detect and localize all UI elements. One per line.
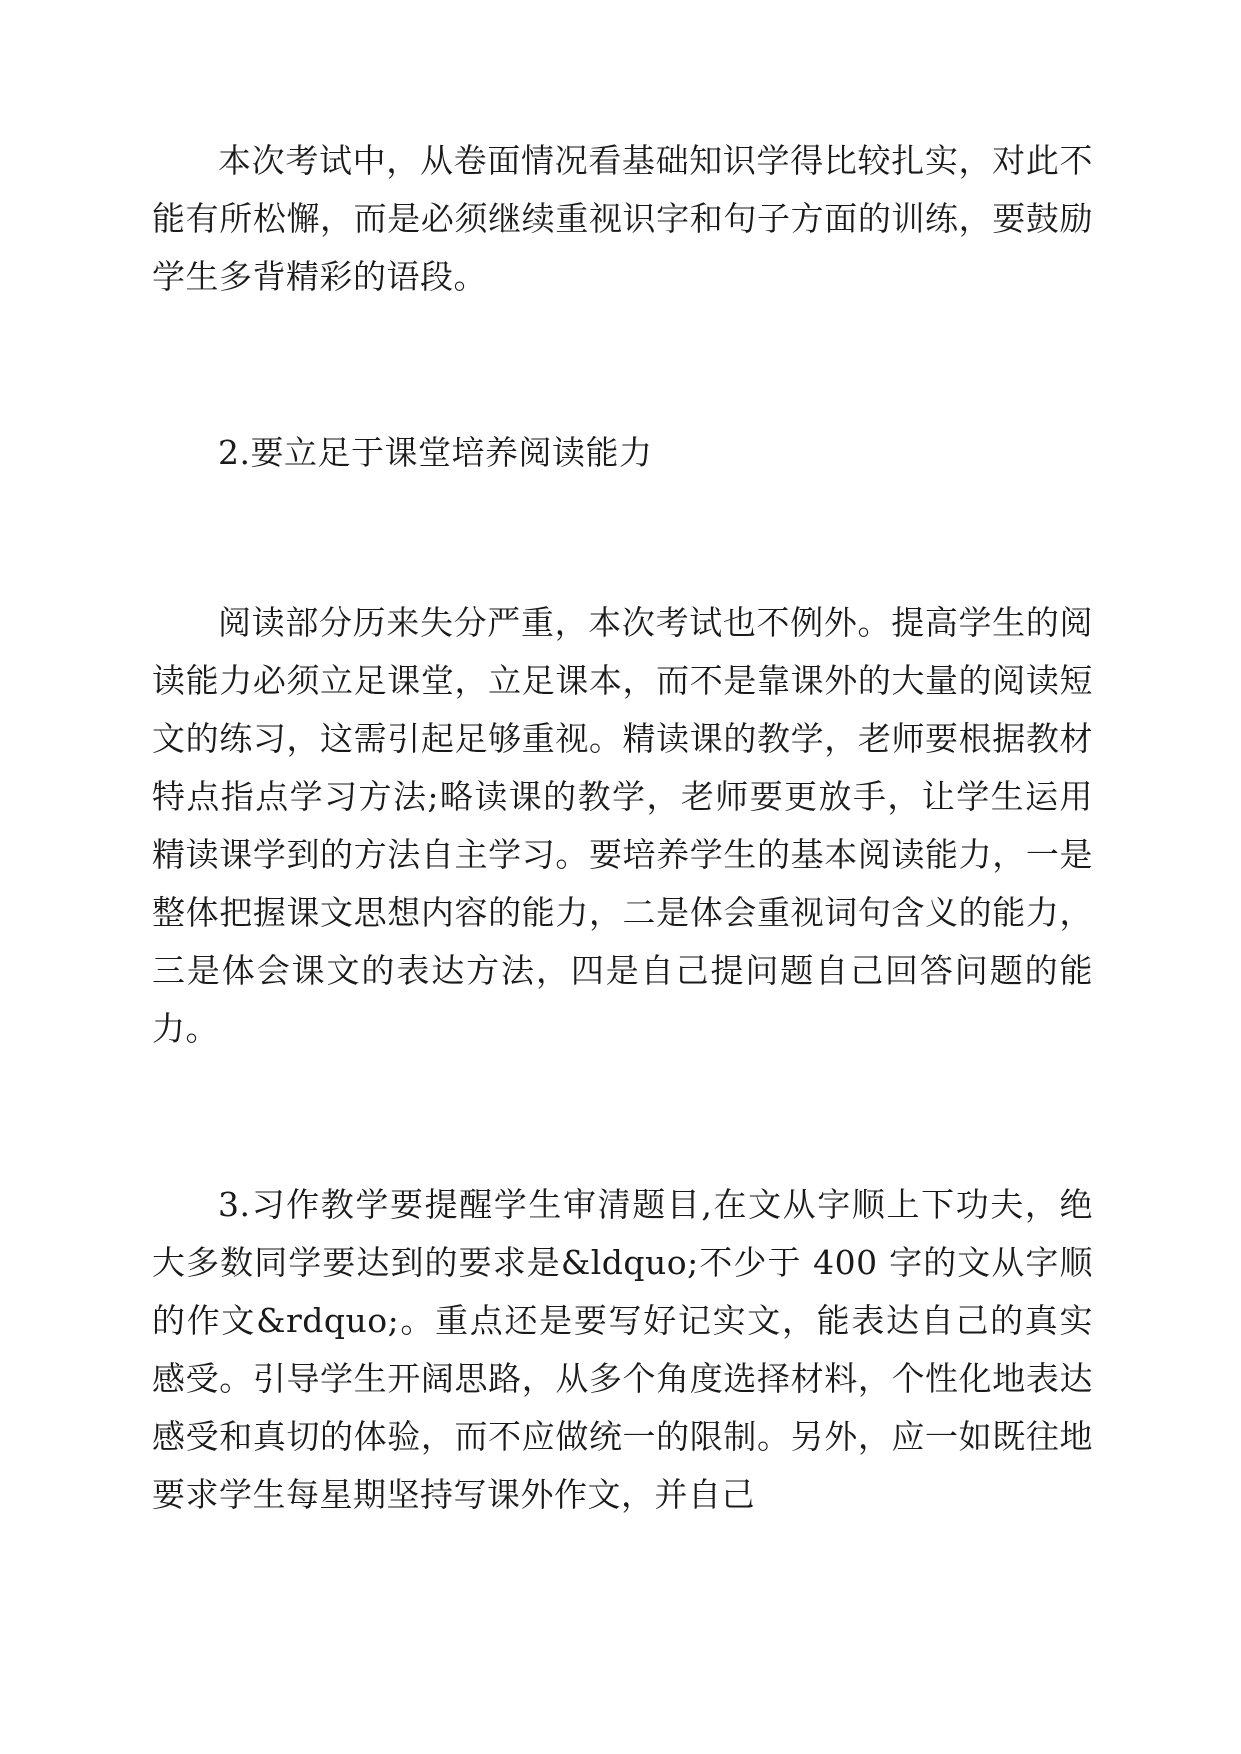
paragraph-spacer [152, 482, 1093, 594]
heading-item-2: 2.要立足于课堂培养阅读能力 [218, 433, 653, 472]
paragraph-spacer [152, 306, 1093, 424]
paragraph-reading-ability: 阅读部分历来失分严重，本次考试也不例外。提高学生的阅读能力必须立足课堂，立足课本，而不是靠课外的大量的阅读短文的练习，这需引起足够重视。精读课的教学，老师要根据教材特点指点学习方法;略读课的教学，老师要更放手，让学生运用精读课学到的方法自主学习。要培养学生的基本阅读能力，一是整体把握课文思想内容的能力，二是体会重视词句含义的能力，三是体会课文的表达方法，四是自己提问题自己回答问题的能力。 [152, 603, 1093, 1048]
paragraph-writing-teaching: 3.习作教学要提醒学生审清题目,在文从字顺上下功夫，绝大多数同学要达到的要求是&ldquo;不少于 400 字的文从字顺的作文&rdquo;。重点还是要写好记实文，能表达自己的真实感受。引导学生开阔思路，从多个角度选择材料，个性化地表达感受和真切的体验，而不应做统一的限制。另外，应一如既往地要求学生每星期坚持写课外作文，并自己 [152, 1185, 1093, 1514]
paragraph-spacer [152, 1058, 1093, 1176]
paragraph-exam-summary: 本次考试中，从卷面情况看基础知识学得比较扎实，对此不能有所松懈，而是必须继续重视识字和句子方面的训练，要鼓励学生多背精彩的语段。 [152, 141, 1093, 296]
